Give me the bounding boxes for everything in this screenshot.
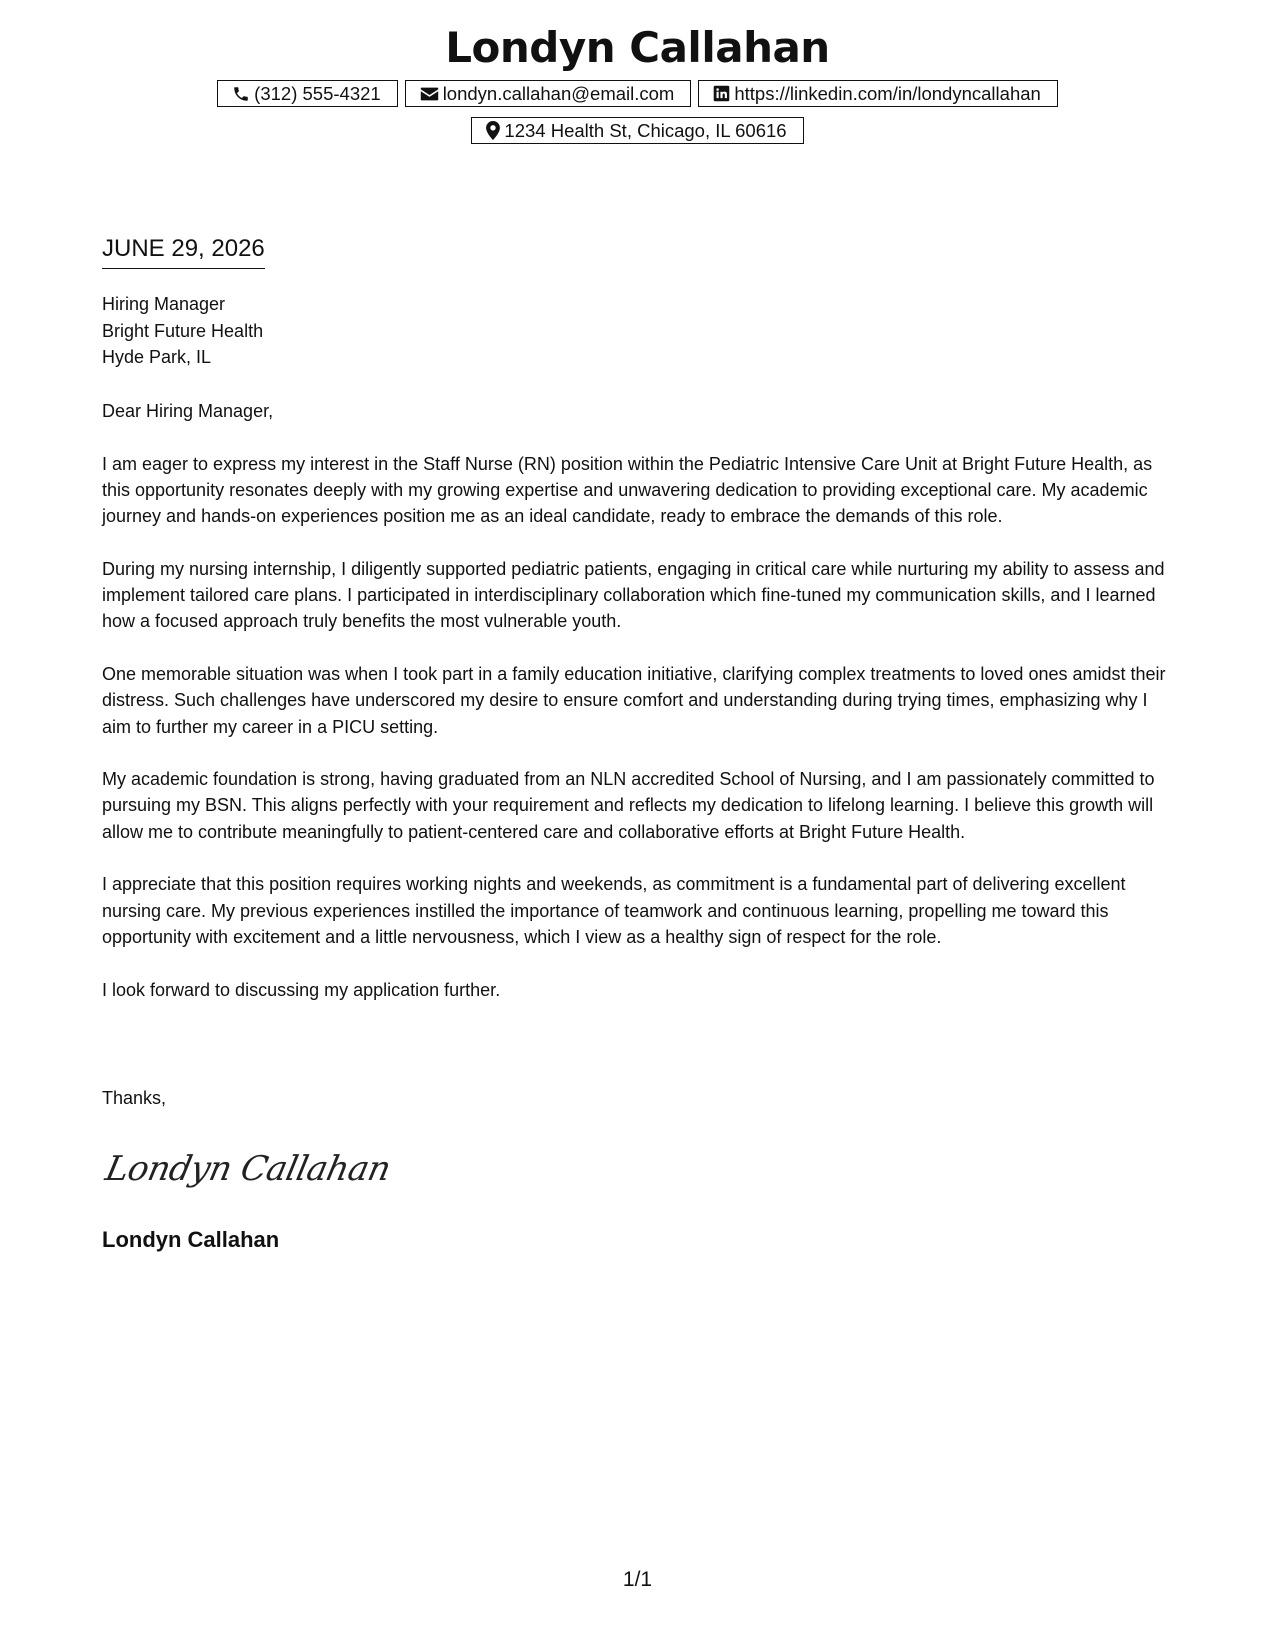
phone-text: (312) 555-4321 [254, 83, 381, 104]
contact-row-primary [0, 80, 1275, 107]
linkedin-text: https://linkedin.com/in/londyncallahan [734, 83, 1041, 104]
handwritten-signature [102, 1142, 394, 1199]
contact-row-secondary [0, 117, 1275, 144]
recipient-location: Hyde Park, IL [102, 347, 212, 367]
contact-linkedin [698, 80, 1057, 107]
paragraph: I am eager to express my interest in the Staff Nurse (RN) position within the Pediatric Intensive Care Unit at Bright Future Health, as this opportunity resonates deeply with my growing expertise and unwavering dedication to providing exceptional care. My academic journey and hands-on experiences position me as an ideal candidate, ready to embrace the demands of this role. [102, 453, 1153, 527]
recipient-company: Bright Future Health [102, 320, 264, 341]
page-number: 1/1 [622, 1568, 653, 1591]
letter-date: JUNE 29, 2026 [102, 234, 265, 269]
envelope-icon [420, 86, 439, 102]
paragraph: During my nursing internship, I diligently supported pediatric patients, engaging in critical care while nurturing my ability to assess and implement tailored care plans. I participated in interdisciplinary collaboration which fine-tuned my communication skills, and I learned how a focused approach truly benefits the most vulnerable youth. [102, 558, 1165, 632]
paragraph: One memorable situation was when I took part in a family education initiative, clarifying complex treatments to loved ones amidst their distress. Such challenges have underscored my desire to ensure comfort and understanding during trying times, emphasizing why I aim to further my career in a PICU setting. [102, 663, 1166, 737]
paragraph: I look forward to discussing my application further. [102, 979, 501, 1000]
recipient-title: Hiring Manager [102, 294, 226, 314]
phone-icon [232, 85, 250, 103]
contact-email [405, 80, 692, 107]
linkedin-icon [713, 85, 730, 102]
recipient-block [102, 291, 263, 371]
email-text: londyn.callahan@email.com [442, 83, 675, 104]
signature-glyphs: Londyn Callahan [102, 1149, 394, 1189]
applicant-name: Londyn Callahan [445, 23, 830, 72]
letter-body [102, 398, 1177, 1029]
closing: Thanks, [102, 1088, 167, 1108]
signed-name: Londyn Callahan [102, 1227, 280, 1252]
map-pin-icon [486, 121, 500, 140]
contact-phone [217, 80, 398, 107]
contact-address [471, 117, 803, 144]
address-text: 1234 Health St, Chicago, IL 60616 [504, 120, 787, 141]
paragraph: I appreciate that this position requires working nights and weekends, as commitment is a fundamental part of delivering excellent nursing care. My previous experiences instilled the importance of teamwork and continuous learning, propelling me toward this opportunity with excitement and a little nervousness, which I view as a healthy sign of respect for the role. [102, 874, 1126, 947]
salutation: Dear Hiring Manager, [102, 401, 274, 421]
paragraph: My academic foundation is strong, having graduated from an NLN accredited School of Nursing, and I am passionately committed to pursuing my BSN. This aligns perfectly with your requirement and reflects my dedication to lifelong learning. I believe this growth will allow me to contribute meaningfully to patient-centered care and collaborative efforts at Bright Future Health. [102, 769, 1155, 842]
